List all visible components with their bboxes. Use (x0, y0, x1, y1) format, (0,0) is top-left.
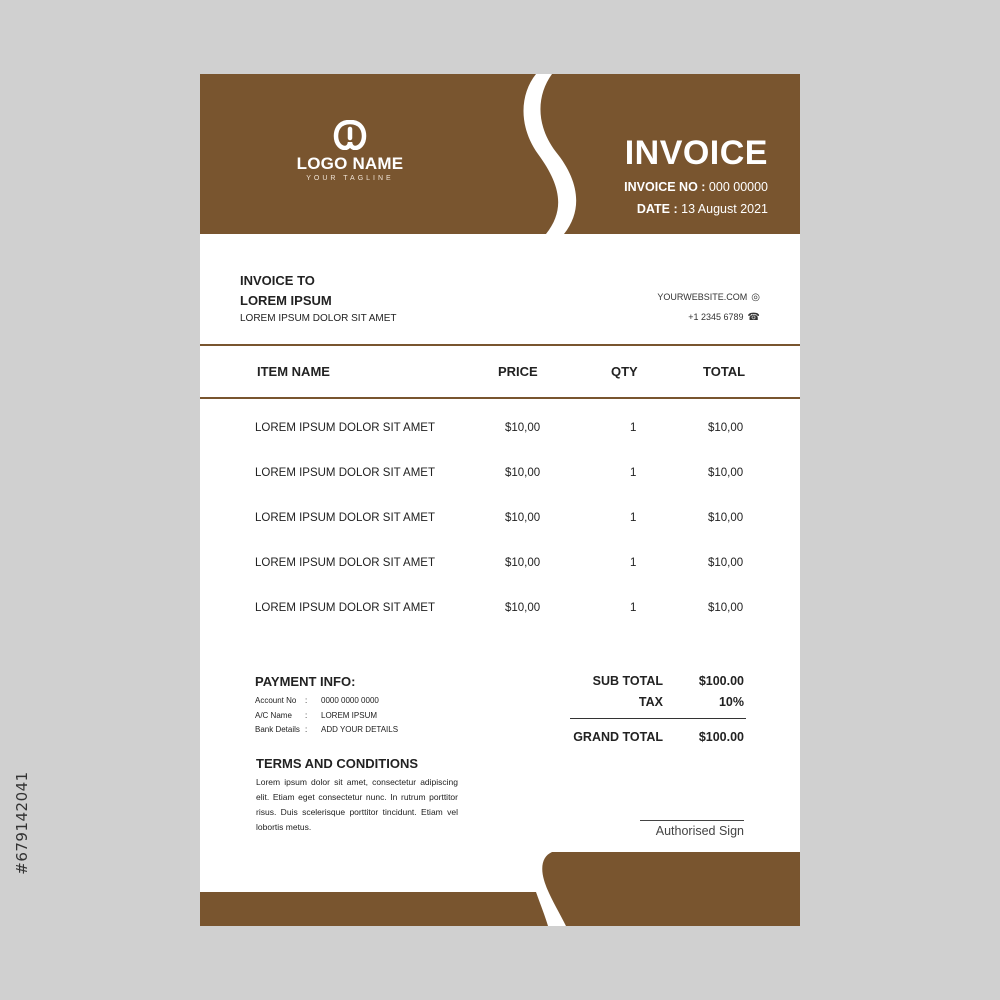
grand-total-value: $100.00 (698, 730, 744, 744)
client-name: LOREM IPSUM (240, 293, 332, 308)
signature-line (640, 820, 744, 821)
invoice-number (624, 180, 768, 194)
subtotal-label: SUB TOTAL (592, 674, 663, 688)
row-qty: 1 (630, 602, 637, 614)
payment-value: ADD YOUR DETAILS (321, 725, 399, 734)
contact-phone (688, 312, 760, 323)
stock-id-vertical (10, 768, 34, 878)
row-price: $10,00 (505, 557, 541, 569)
header-qty: QTY (611, 364, 638, 379)
payment-key: A/C Name (255, 711, 292, 720)
stock-id-text: #679142041 (13, 771, 31, 875)
footer-band-right (542, 852, 800, 926)
row-item: LOREM IPSUM DOLOR SIT AMET (255, 557, 435, 569)
invoice-date-value: 13 August 2021 (677, 202, 768, 216)
footer-band-left (200, 892, 548, 926)
payment-row-name (255, 711, 377, 720)
row-qty: 1 (630, 557, 637, 569)
brand-name: LOGO NAME (296, 154, 404, 173)
website-text: YOURWEBSITE.COM (657, 292, 748, 302)
payment-key: Bank Details (255, 725, 300, 734)
payment-sep: : (305, 725, 308, 734)
row-total: $10,00 (708, 602, 744, 614)
brand-tagline: YOUR TAGLINE (306, 175, 394, 182)
contact-website (657, 292, 760, 303)
payment-value: 0000 0000 0000 (321, 696, 379, 705)
invoice-to-label: INVOICE TO (240, 273, 315, 288)
table-header-top-rule (200, 344, 800, 346)
phone-icon: ☎ (747, 312, 760, 324)
terms-title: TERMS AND CONDITIONS (256, 756, 419, 771)
payment-info-title: PAYMENT INFO: (255, 674, 356, 689)
client-address: LOREM IPSUM DOLOR SIT AMET (240, 313, 397, 324)
header-price: PRICE (498, 364, 538, 379)
table-header-bottom-rule (200, 397, 800, 399)
row-item: LOREM IPSUM DOLOR SIT AMET (255, 467, 435, 479)
row-item: LOREM IPSUM DOLOR SIT AMET (255, 422, 435, 434)
payment-sep: : (305, 711, 308, 720)
tax-label: TAX (638, 695, 663, 709)
header-total: TOTAL (703, 364, 746, 379)
payment-row-bank (255, 725, 398, 734)
row-qty: 1 (630, 422, 637, 434)
terms-text: Lorem ipsum dolor sit amet, consectetur adipiscing elit. Etiam eget consectetur nunc. In rutrum porttitor risus. Duis scelerisque porttitor tincidunt. Etiam vel lobortis metus. (256, 777, 458, 832)
header-item-name: ITEM NAME (257, 364, 330, 379)
row-total: $10,00 (708, 467, 744, 479)
invoice-date-label: DATE : (636, 202, 678, 216)
totals-rule (570, 718, 746, 719)
tax-value: 10% (718, 695, 744, 709)
row-item: LOREM IPSUM DOLOR SIT AMET (255, 602, 435, 614)
row-item: LOREM IPSUM DOLOR SIT AMET (255, 512, 435, 524)
row-total: $10,00 (708, 557, 744, 569)
w-letter-mark-icon (332, 120, 368, 150)
invoice-page (200, 74, 800, 926)
phone-text: +1 2345 6789 (688, 312, 744, 322)
row-price: $10,00 (505, 512, 541, 524)
row-price: $10,00 (505, 422, 541, 434)
invoice-number-value: 000 00000 (705, 180, 768, 194)
invoice-number-label: INVOICE NO : (624, 180, 706, 194)
brand-logo (272, 120, 428, 200)
globe-icon: ◎ (751, 292, 760, 304)
row-price: $10,00 (505, 602, 541, 614)
invoice-date (637, 202, 768, 216)
payment-sep: : (305, 696, 308, 705)
payment-row-account (255, 696, 379, 705)
row-price: $10,00 (505, 467, 541, 479)
subtotal-value: $100.00 (698, 674, 744, 688)
row-qty: 1 (630, 467, 637, 479)
payment-key: Account No (255, 696, 297, 705)
invoice-title: INVOICE (624, 134, 768, 172)
row-total: $10,00 (708, 422, 744, 434)
authorised-sign-label: Authorised Sign (655, 824, 744, 838)
grand-total-label: GRAND TOTAL (573, 730, 663, 744)
row-total: $10,00 (708, 512, 744, 524)
row-qty: 1 (630, 512, 637, 524)
payment-value: LOREM IPSUM (321, 711, 378, 720)
